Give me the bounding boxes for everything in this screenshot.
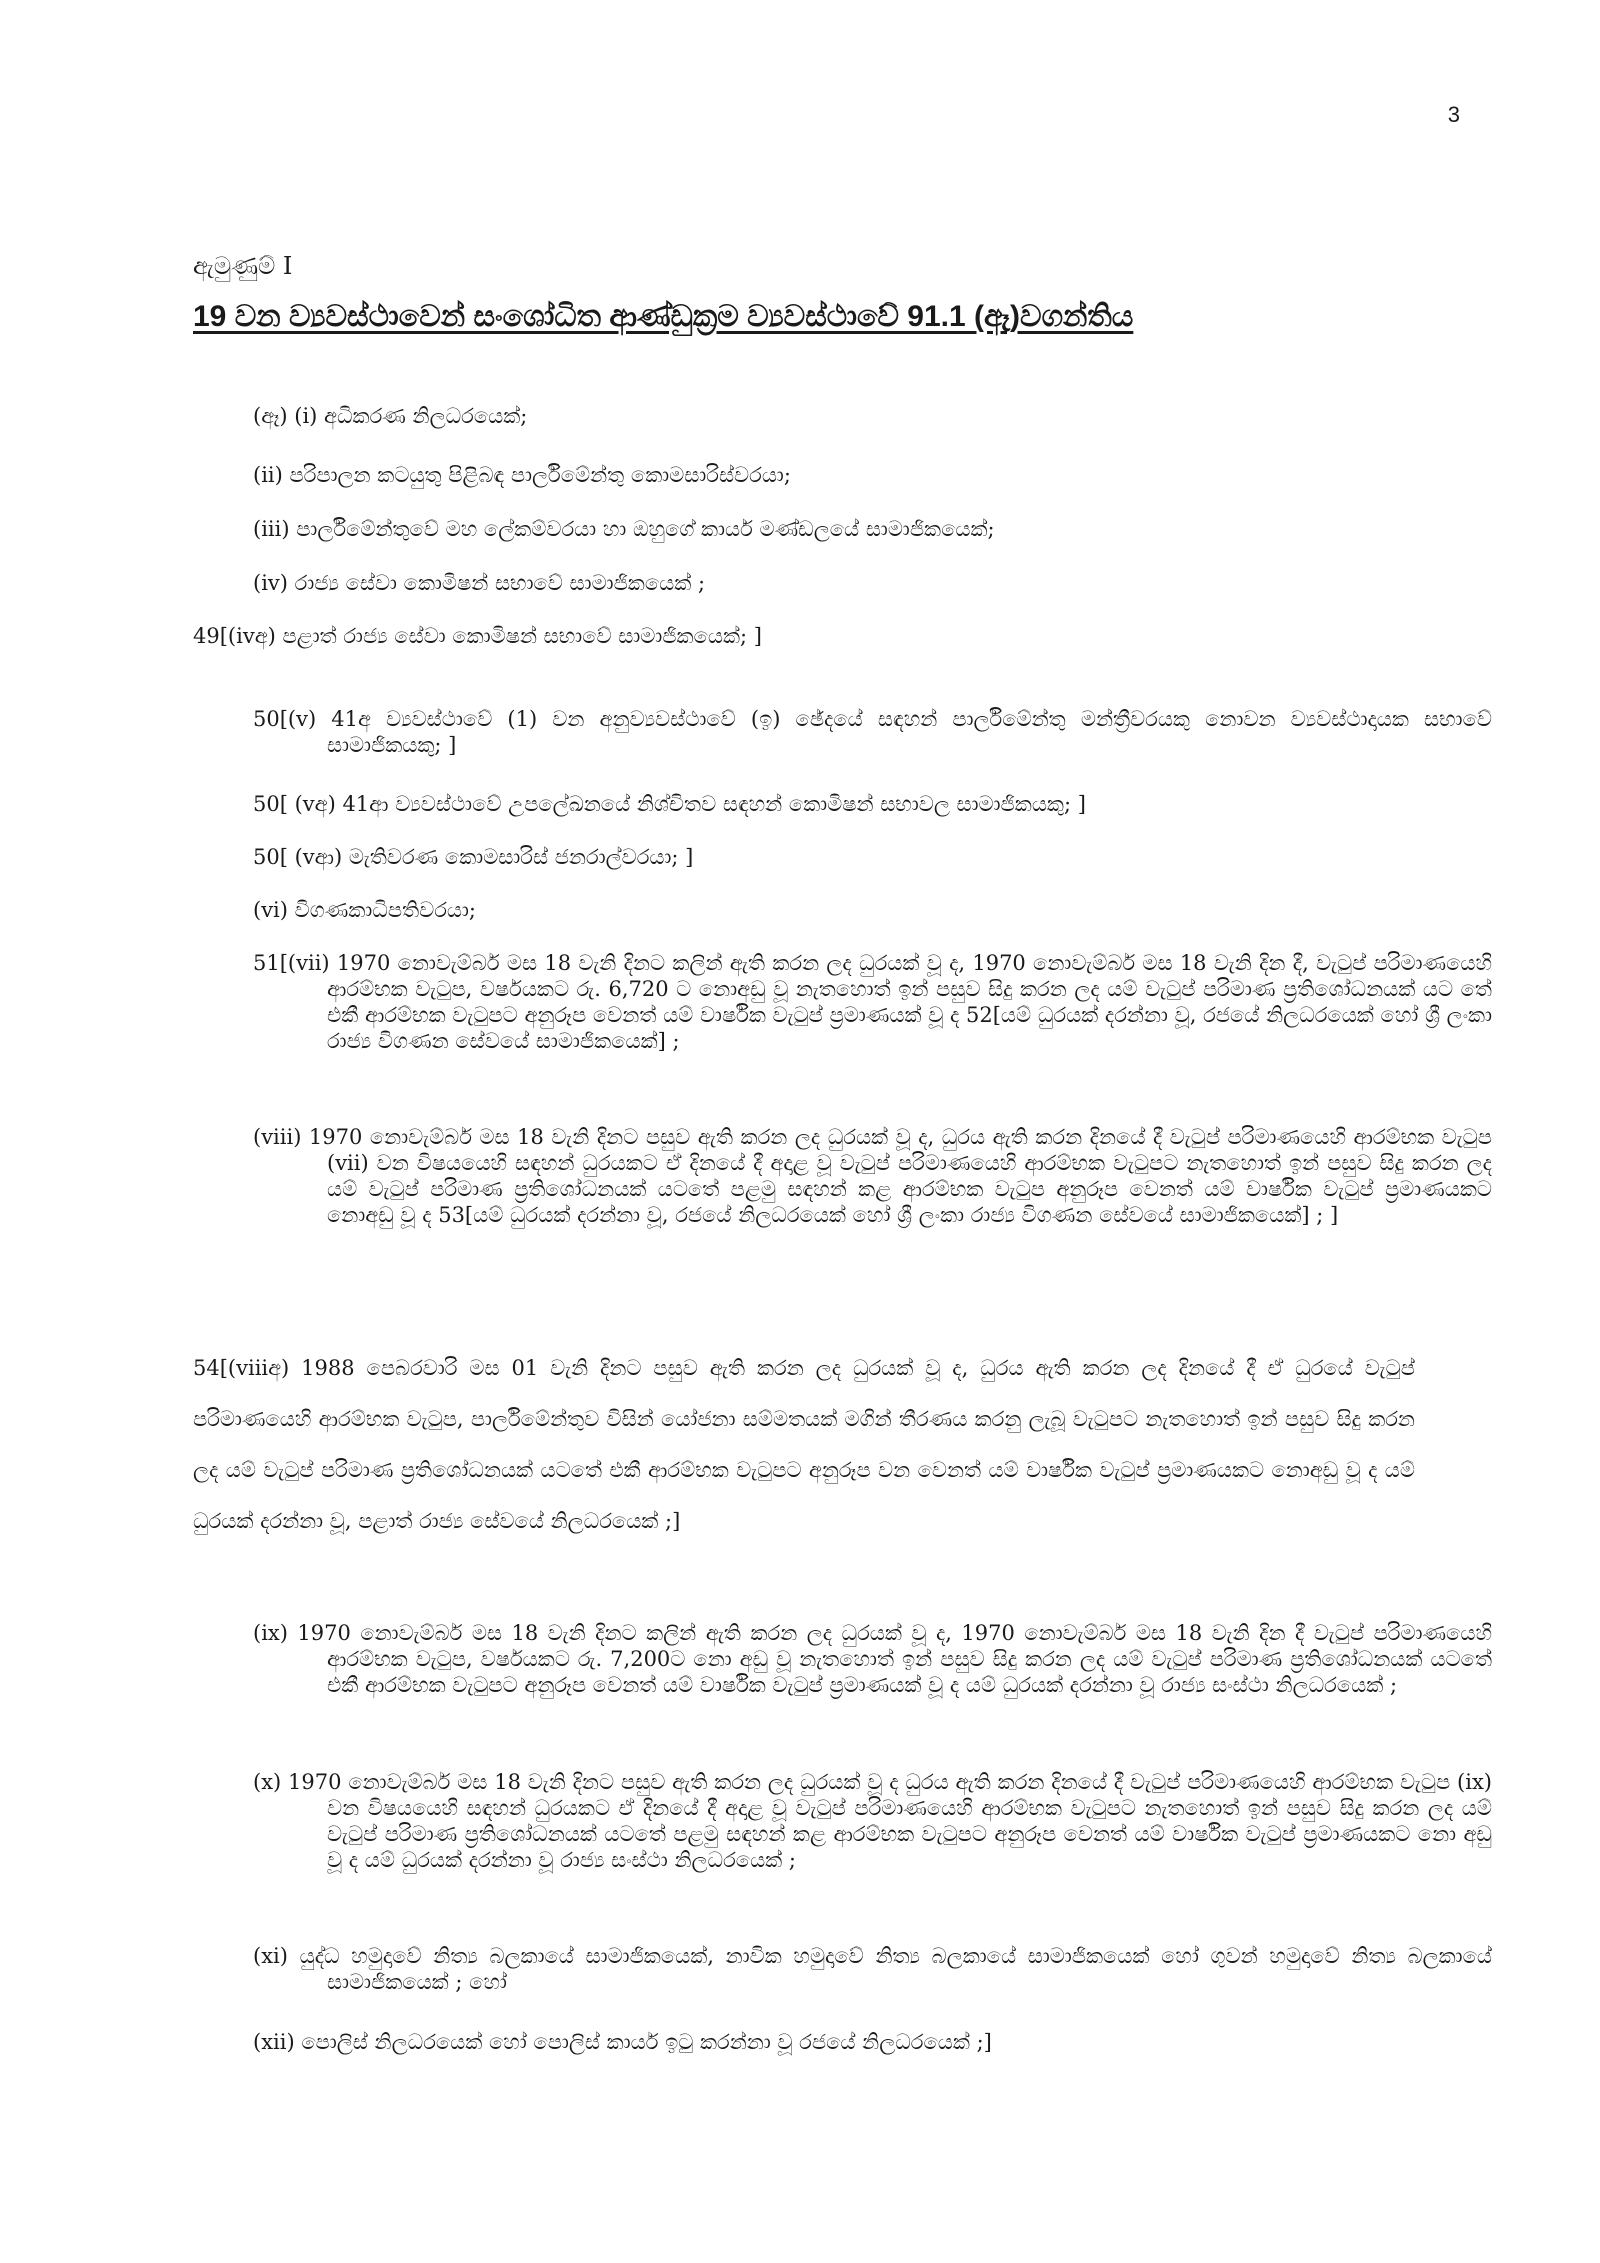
clause-iva: 49[(ivඅ) පළාත් රාජ්‍ය සේවා කොමිෂන් සභාවේ සාමාජිකයෙක්; ] [193, 624, 762, 648]
clause-v: 50[(v) 41අ ව්‍යවස්ථාවේ (1) වන අනුව්‍යවස්ථාවේ (ඉ) ඡේදයේ සඳහන් පාර්ලිමේන්තු මන්ත්‍රීවරයකු නොවන ව්‍යවස්ථාදායක සභාවේ සාමාජිකයකු; ] [253, 707, 1492, 757]
clause-xi: (xi) යුද්ධ හමුදාවේ නිත්‍ය බලකායේ සාමාජිකයෙක්, නාවික හමුදාවේ නිත්‍ය බලකායේ සාමාජිකයෙක් හෝ ගුවන් හමුදාවේ නිත්‍ය බලකායේ සාමාජිකයෙක් ; හෝ [253, 1944, 1492, 1994]
clause-ix: (ix) 1970 නොවැම්බර් මස 18 වැනි දිනට කලින් ඇති කරන ලද ධුරයක් වූ ද, 1970 නොවැම්බර් මස 18 වැනි දින දී වැටුප් පරිමාණයෙහි ආරම්භක වැටුප, වර්ෂයකට රු. 7,200ට නො අඩු වූ නැතහොත් ඉන් පසුව සිදු කරන ලද යම් වැටුප් පරිමාණ ප්‍රතිශෝධනයක් යටතේ එකී ආරම්භක වැටුපට අනුරූප වෙනත් යම් වාර්ෂික වැටුප් ප්‍රමාණයක් වූ ද යම් ධුරයක් දරන්නා වූ රාජ්‍ය සංස්ථා නිලධරයෙක් ; [253, 1621, 1492, 1697]
clause-iv: (iv) රාජ්‍ය සේවා කොමිෂන් සභාවේ සාමාජිකයෙක් ; [253, 571, 706, 595]
clause-viiia: 54[(viiiඅ) 1988 පෙබරවාරි මස 01 වැනි දිනට පසුව ඇති කරන ලද ධුරයක් වූ ද, ධුරය ඇති කරන ලද දිනයේ දී ඒ ධුරයේ වැටුප් පරිමාණයෙහි ආරම්භක වැටුප, පාර්ලිමේන්තුව විසින් යෝජනා සම්මතයක් මගින් තීරණය කරනු ලැබූ වැටුපට නැතහොත් ඉන් පසුව සිදු කරන ලද යම් වැටුප් පරිමාණ ප්‍රතිශෝධනයක් යටතේ එකී ආරම්භක වැටුපට අනුරූප වන වෙනත් යම් වාර්ෂික වැටුප් ප්‍රමාණයකට නොඅඩු වූ ද යම් ධුරයක් දරන්නා වූ, පළාත් රාජ්‍ය සේවයේ නිලධරයෙක් ;] [193, 1356, 1415, 1533]
clause-vi: (vi) විගණකාධිපතිවරයා; [253, 898, 476, 922]
page-number: 3 [1447, 102, 1460, 127]
clause-iii: (iii) පාර්ලිමේන්තුවේ මහ ලේකම්වරයා හා ඔහුගේ කාර්ය මණ්ඩලයේ සාමාජිකයෙක්; [253, 517, 995, 541]
clause-vii: 51[(vii) 1970 නොවැම්බර් මස 18 වැනි දිනට කලින් ඇති කරන ලද ධුරයක් වූ ද, 1970 නොවැම්බර් මස 18 වැනි දින දී, වැටුප් පරිමාණයෙහි ආරම්භක වැටුප, වර්ෂයකට රු. 6,720 ට නොඅඩු වූ නැතහොත් ඉන් පසුව සිදු කරන ලද යම් වැටුප් පරිමාණ ප්‍රතිශෝධනයක් යට තේ එකී ආරම්භක වැටුපට අනුරූප වෙනත් යම් වාර්ෂික වැටුප් ප්‍රමාණයක් වූ ද 52[යම් ධුරයක් දරන්නා වූ, රජයේ නිලධරයෙක් හෝ ශ්‍රී ලංකා රාජ්‍ය විගණන සේවයේ සාමාජිකයෙක්] ; [253, 951, 1492, 1053]
clause-xii: (xii) පොලිස් නිලධරයෙක් හෝ පොලිස් කාර්ය ඉටු කරන්නා වූ රජයේ නිලධරයෙක් ;] [253, 2030, 992, 2054]
clause-i: (ඈ) (i) අධිකරණ නිලධරයෙක්; [253, 404, 528, 428]
clause-vaa: 50[ (vආ) මැතිවරණ කොමසාරිස් ජනරාල්වරයා; ] [253, 845, 694, 869]
clause-va: 50[ (vඅ) 41ආ ව්‍යවස්ථාවේ උපලේඛනයේ නිශ්චිතව සඳහන් කොමිෂන් සභාවල සාමාජිකයකු; ] [253, 792, 1086, 816]
annex-label: ඇමුණුම් I [193, 252, 293, 280]
clause-ii: (ii) පරිපාලන කටයුතු පිළිබඳ පාර්ලිමේන්තු කොමසාරිස්වරයා; [253, 463, 791, 487]
document-title: 19 වන ව්‍යවස්ථාවෙන් සංශෝධිත ආණ්ඩුක්‍රම ව්‍යවස්ථාවේ 91.1 (ඈ)වගන්තිය [193, 300, 1134, 333]
clause-viii: (viii) 1970 නොවැම්බර් මස 18 වැනි දිනට පසුව ඇති කරන ලද ධුරයක් වූ ද, ධුරය ඇති කරන දිනයේ දී වැටුප් පරිමාණයෙහි ආරම්භක වැටුප (vii) වන විෂයයෙහි සඳහන් ධුරයකට ඒ දිනයේ දී අදාළ වූ වැටුප් පරිමාණයෙහි ආරම්භක වැටුපට නැතහොත් ඉන් පසුව සිදු කරන ලද යම් වැටුප් පරිමාණ ප්‍රතිශෝධනයක් යටතේ පළමු සඳහන් කළ ආරම්භක වැටුප අනුරූප වෙනත් යම් වාර්ෂික වැටුප් ප්‍රමාණයකට නොඅඩු වූ ද 53[යම් ධුරයක් දරන්නා වූ, රජයේ නිලධරයෙක් හෝ ශ්‍රී ලංකා රාජ්‍ය විගණන සේවයේ සාමාජිකයෙක්] ; ] [253, 1125, 1492, 1227]
clause-x: (x) 1970 නොවැම්බර් මස 18 වැනි දිනට පසුව ඇති කරන ලද ධුරයක් වූ ද ධුරය ඇති කරන දිනයේ දී වැටුප් පරිමාණයෙහි ආරම්භක වැටුප (ix) වන විෂයයෙහි සඳහන් ධුරයකට ඒ දිනයේ දී අදාළ වූ වැටුප් පරිමාණයෙහි ආරම්භක වැටුපට නැතහොත් ඉන් පසුව සිදු කරන ලද යම් වැටුප් පරිමාණ ප්‍රතිශෝධනයක් යටතේ පළමු සඳහන් කළ ආරම්භක වැටුපට අනුරූප වෙනත් යම් වාර්ෂික වැටුප් ප්‍රමාණයකට නො අඩු වූ ද යම් ධුරයක් දරන්නා වූ රාජ්‍ය සංස්ථා නිලධරයෙක් ; [253, 1770, 1492, 1872]
